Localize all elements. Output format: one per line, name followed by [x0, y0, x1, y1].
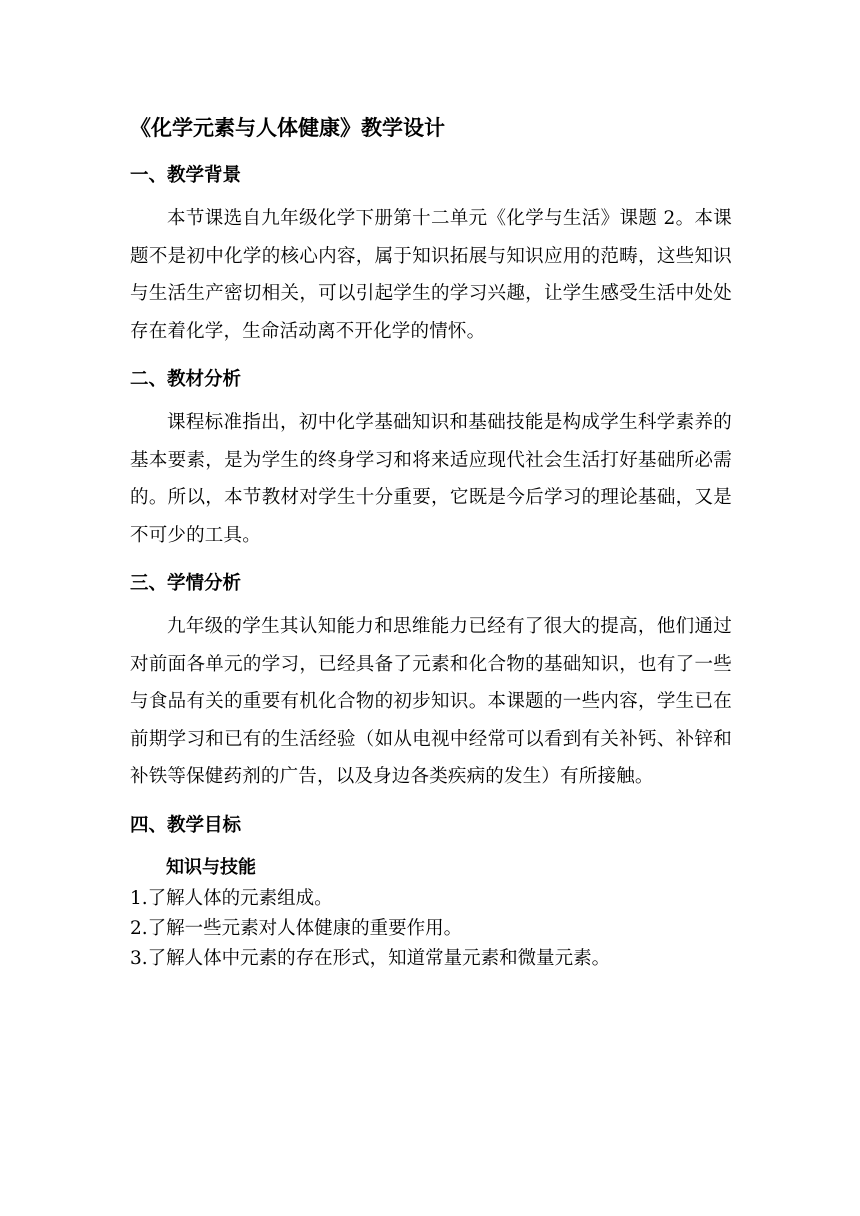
section-paragraph-material-analysis: 课程标准指出，初中化学基础知识和基础技能是构成学生科学素养的基本要素，是为学生的终身学习和将来适应现代社会生活打好基础所必需的。所以，本节教材对学生十分重要，它既是今后学习的理论基础，又是不可少的工具。: [130, 412, 732, 546]
section-paragraph-student-analysis: 九年级的学生其认知能力和思维能力已经有了很大的提高，他们通过对前面各单元的学习，已经具备了元素和化合物的基础知识，也有了一些与食品有关的重要有机化合物的初步知识。本课题的一些内容，学生已在前期学习和已有的生活经验（如从电视中经常可以看到有关补钙、补锌和补铁等保健药剂的广告，以及身边各类疾病的发生）有所接触。: [130, 616, 732, 787]
document-page: [130, 110, 732, 974]
section-paragraph-background: 本节课选自九年级化学下册第十二单元《化学与生活》课题 2。本课题不是初中化学的核心内容，属于知识拓展与知识应用的范畴，这些知识与生活生产密切相关，可以引起学生的学习兴趣，让学生感受生活中处处存在着化学，生命活动离不开化学的情怀。: [130, 208, 732, 342]
subheading-knowledge-skills: 知识与技能: [166, 856, 256, 878]
section-heading-student-analysis: 三、学情分析: [130, 573, 242, 594]
section-heading-material-analysis: 二、教材分析: [130, 369, 242, 390]
section-heading-teaching-goals: 四、教学目标: [130, 814, 242, 836]
document-title: 《化学元素与人体健康》教学设计: [130, 116, 445, 140]
list-item: 3.了解人体中元素的存在形式，知道常量元素和微量元素。: [130, 947, 611, 969]
list-item: 1.了解人体的元素组成。: [130, 887, 333, 909]
list-item: 2.了解一些元素对人体健康的重要作用。: [130, 917, 463, 939]
goals-list: [130, 884, 732, 974]
section-heading-background: 一、教学背景: [130, 165, 242, 186]
